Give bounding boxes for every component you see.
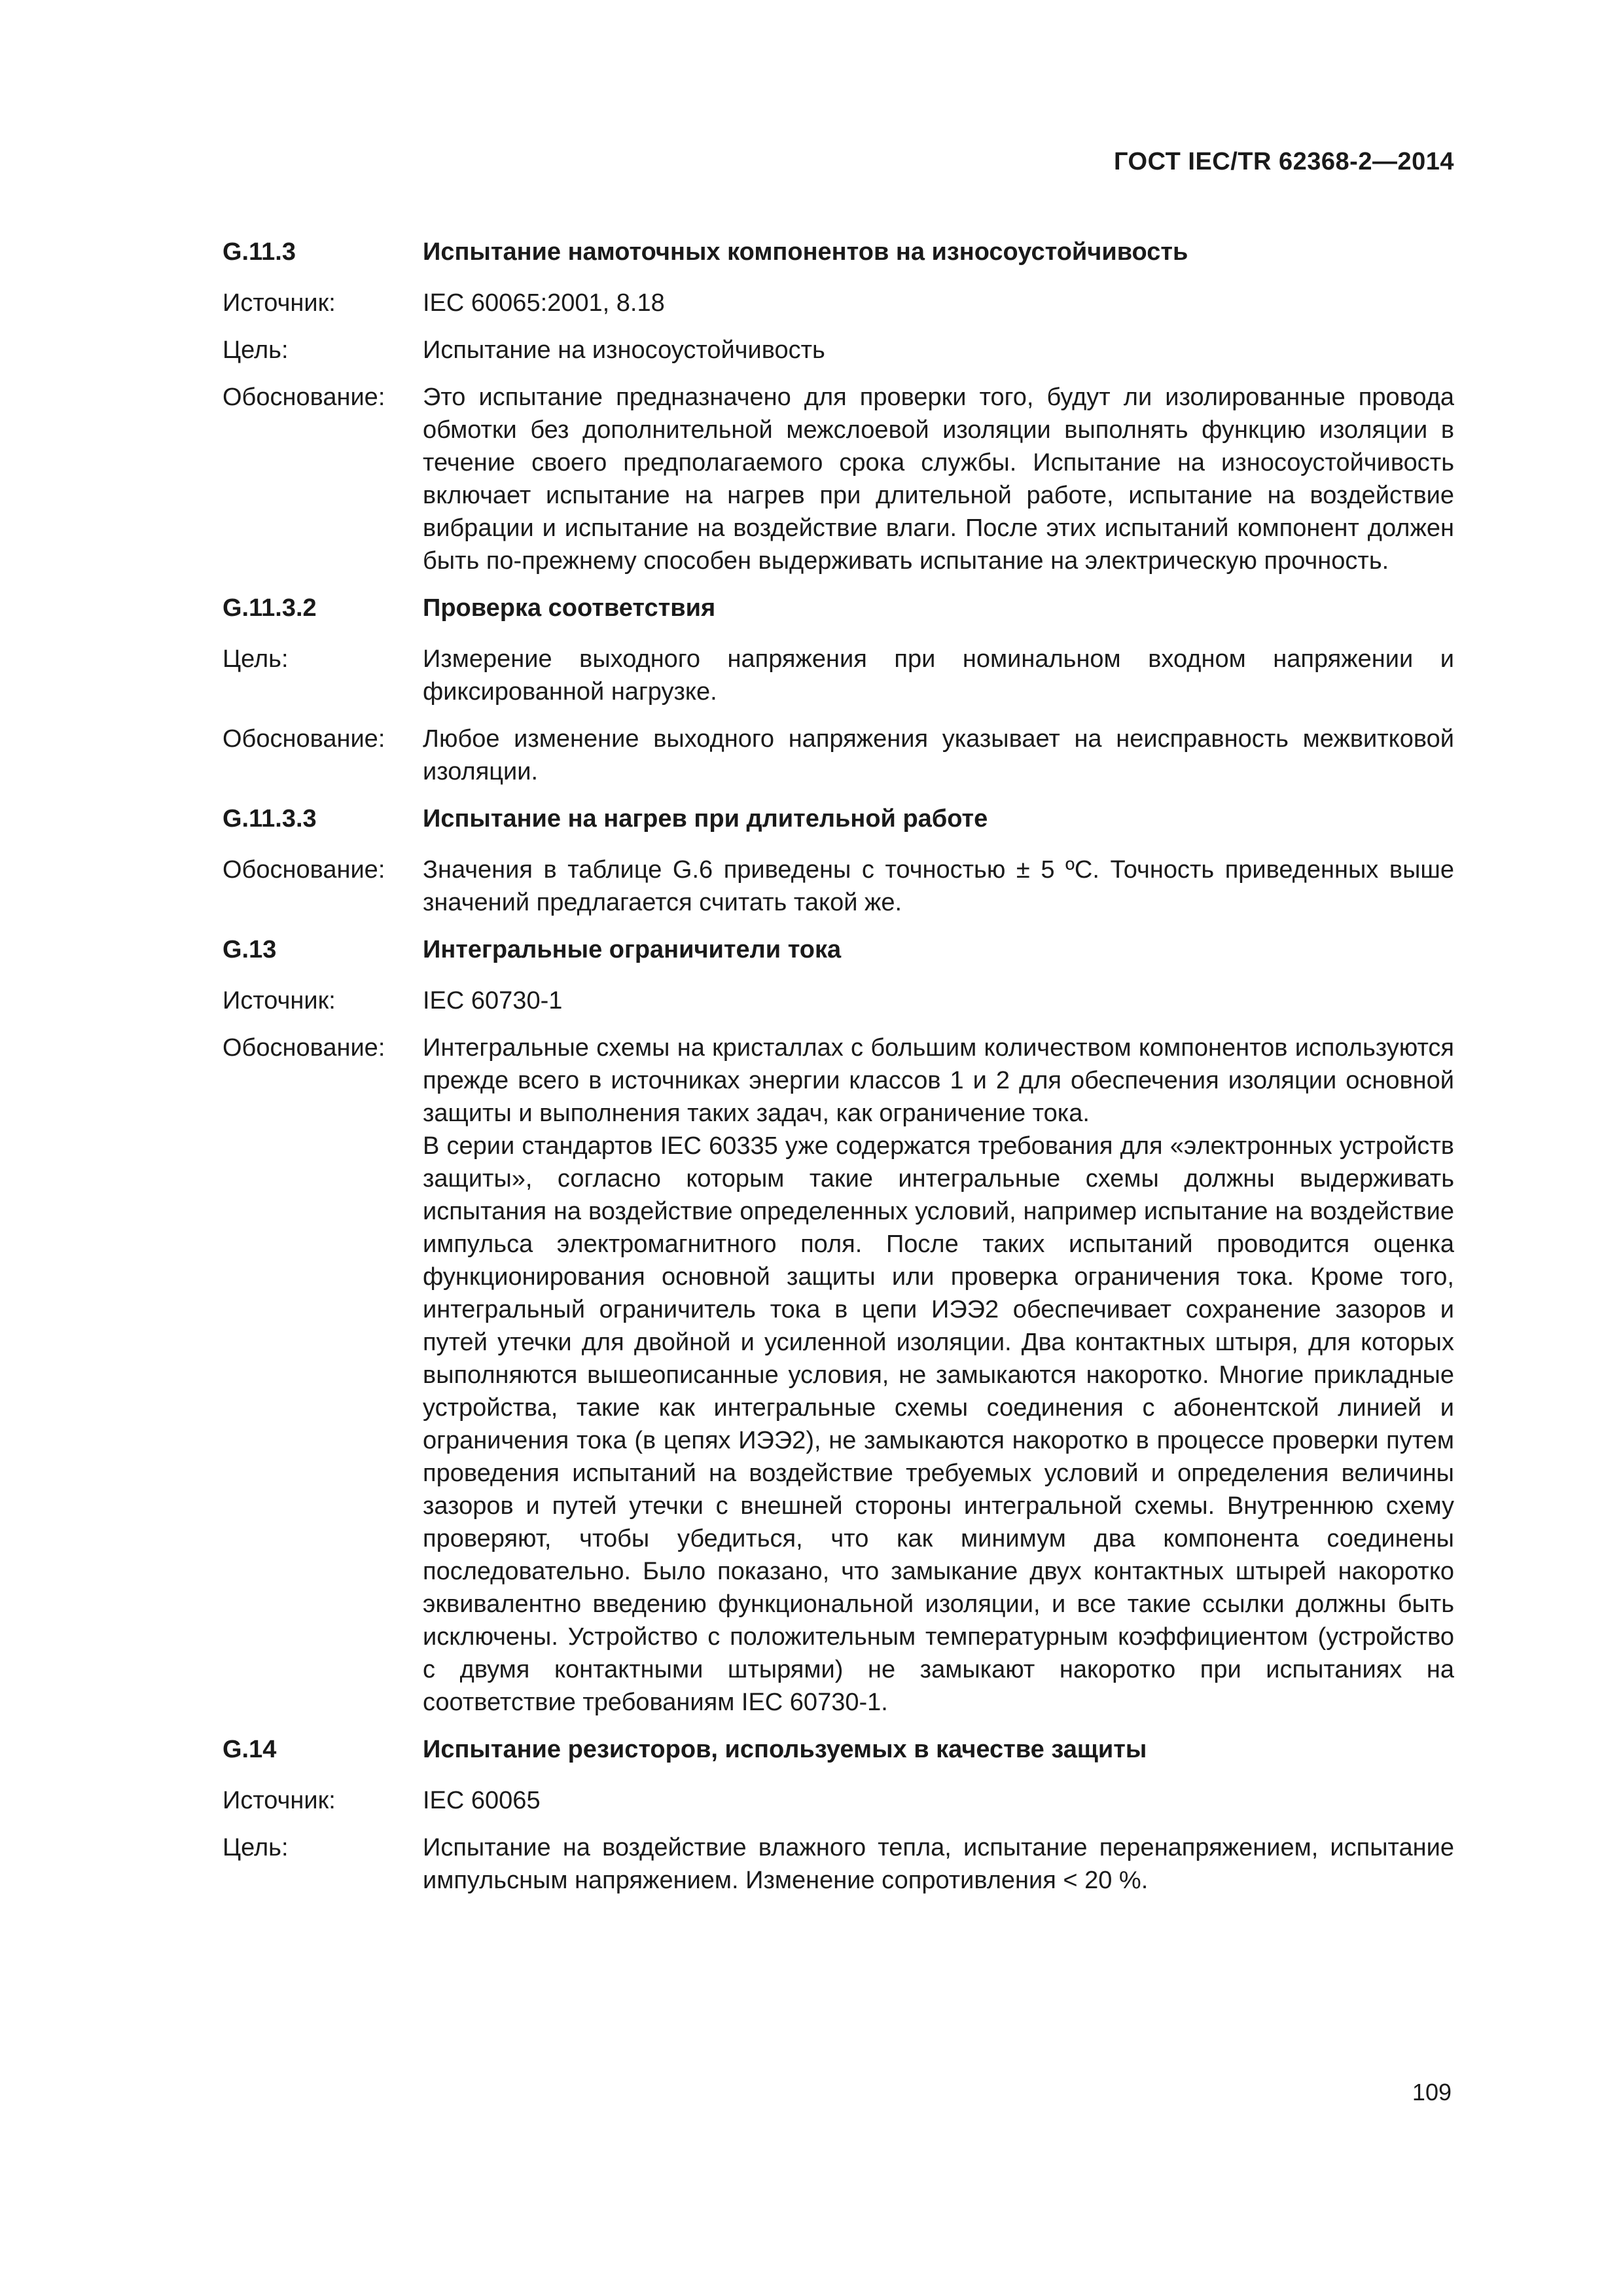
field-label: Обоснование: [223,856,385,884]
section-heading [223,1733,1454,1766]
section-number: G.11.3.3 [223,805,317,833]
section-title: Проверка соответствия [423,594,716,622]
field-row [223,853,1454,919]
field-label: Обоснование: [223,1034,385,1062]
field-row [223,287,1454,319]
section-heading [223,592,1454,624]
section-title: Интегральные ограничители тока [423,936,842,963]
field-label: Обоснование: [223,725,385,753]
field-row [223,1831,1454,1897]
field-row [223,1031,1454,1719]
field-label: Цель: [223,1834,289,1861]
field-text: Испытание на воздействие влажного тепла, испытание перенапряжением, испытание импульсным напряжением. Изменение сопротивления < 20 %. [423,1834,1454,1894]
field-text: Испытание на износоустойчивость [423,336,825,364]
field-row [223,1784,1454,1817]
field-label: Источник: [223,1787,336,1814]
document-header: ГОСТ IEC/TR 62368-2—2014 [1114,148,1454,175]
page-number: 109 [1412,2079,1452,2106]
field-label: Обоснование: [223,384,385,411]
section-number: G.13 [223,936,277,963]
field-text: Любое изменение выходного напряжения указывает на неисправность межвитковой изоляции. [423,725,1454,785]
section-heading [223,933,1454,966]
field-row [223,984,1454,1017]
field-row [223,723,1454,788]
field-label: Источник: [223,987,336,1014]
field-text: IEC 60065:2001, 8.18 [423,289,665,317]
field-label: Цель: [223,336,289,364]
field-text-block [423,1031,1454,1719]
field-text: Значения в таблице G.6 приведены с точностью ± 5 ºC. Точность приведенных выше значений предлагается считать такой же. [423,856,1454,916]
section-title: Испытание на нагрев при длительной работе [423,805,988,833]
section-title: Испытание резисторов, используемых в качестве защиты [423,1736,1147,1763]
field-text: Измерение выходного напряжения при номинальном входном напряжении и фиксированной нагрузке. [423,645,1454,706]
paragraph: В серии стандартов IEC 60335 уже содержатся требования для «электронных устройств защиты», согласно которым такие интегральные схемы должны выдерживать испытания на воздействие определенных условий, например испытание на воздействие импульса электромагнитного поля. После таких испытаний проводится оценка функционирования основной защиты или проверка ограничения тока. Кроме того, интегральный ограничитель тока в цепи ИЭЭ2 обеспечивает сохранение зазоров и путей утечки для двойной и усиленной изоляции. Два контактных штыря, для которых выполняются вышеописанные условия, не замыкаются накоротко. Многие прикладные устройства, такие как интегральные схемы соединения с абонентской линией и ограничения тока (в цепях ИЭЭ2), не замыкаются накоротко в процессе проверки путем проведения испытаний на воздействие требуемых условий и определения величины зазоров и путей утечки с внешней стороны интегральной схемы. Внутреннюю схему проверяют, чтобы убедиться, что как минимум два компонента соединены последовательно. Было показано, что замыкание двух контактных штырей накоротко эквивалентно введению функциональной изоляции, и все такие ссылки должны быть исключены. Устройство с положительным температурным коэффициентом (устройство с двумя контактными штырями) не замыкают накоротко при испытаниях на соответствие требованиям IEC 60730-1. [423,1132,1454,1716]
field-text: IEC 60065 [423,1787,541,1814]
field-row [223,643,1454,708]
field-label: Цель: [223,645,289,673]
field-text: Это испытание предназначено для проверки того, будут ли изолированные провода обмотки без дополнительной межслоевой изоляции выполнять функцию изоляции в течение своего предполагаемого срока службы. Испытание на износоустойчивость включает испытание на нагрев при длительной работе, испытание на воздействие вибрации и испытание на воздействие влаги. После этих испытаний компонент должен быть по-прежнему способен выдерживать испытание на электрическую прочность. [423,384,1454,575]
section-number: G.11.3 [223,238,296,266]
field-row [223,381,1454,577]
section-title: Испытание намоточных компонентов на износоустойчивость [423,238,1188,266]
paragraph: Интегральные схемы на кристаллах с большим количеством компонентов используются прежде всего в источниках энергии классов 1 и 2 для обеспечения изоляции основной защиты и выполнения таких задач, как ограничение тока. [423,1034,1454,1127]
section-number: G.11.3.2 [223,594,317,622]
section-heading [223,802,1454,835]
field-row [223,334,1454,367]
field-label: Источник: [223,289,336,317]
section-heading [223,236,1454,268]
field-text: IEC 60730-1 [423,987,563,1014]
document-body [223,236,1454,1911]
section-number: G.14 [223,1736,277,1763]
